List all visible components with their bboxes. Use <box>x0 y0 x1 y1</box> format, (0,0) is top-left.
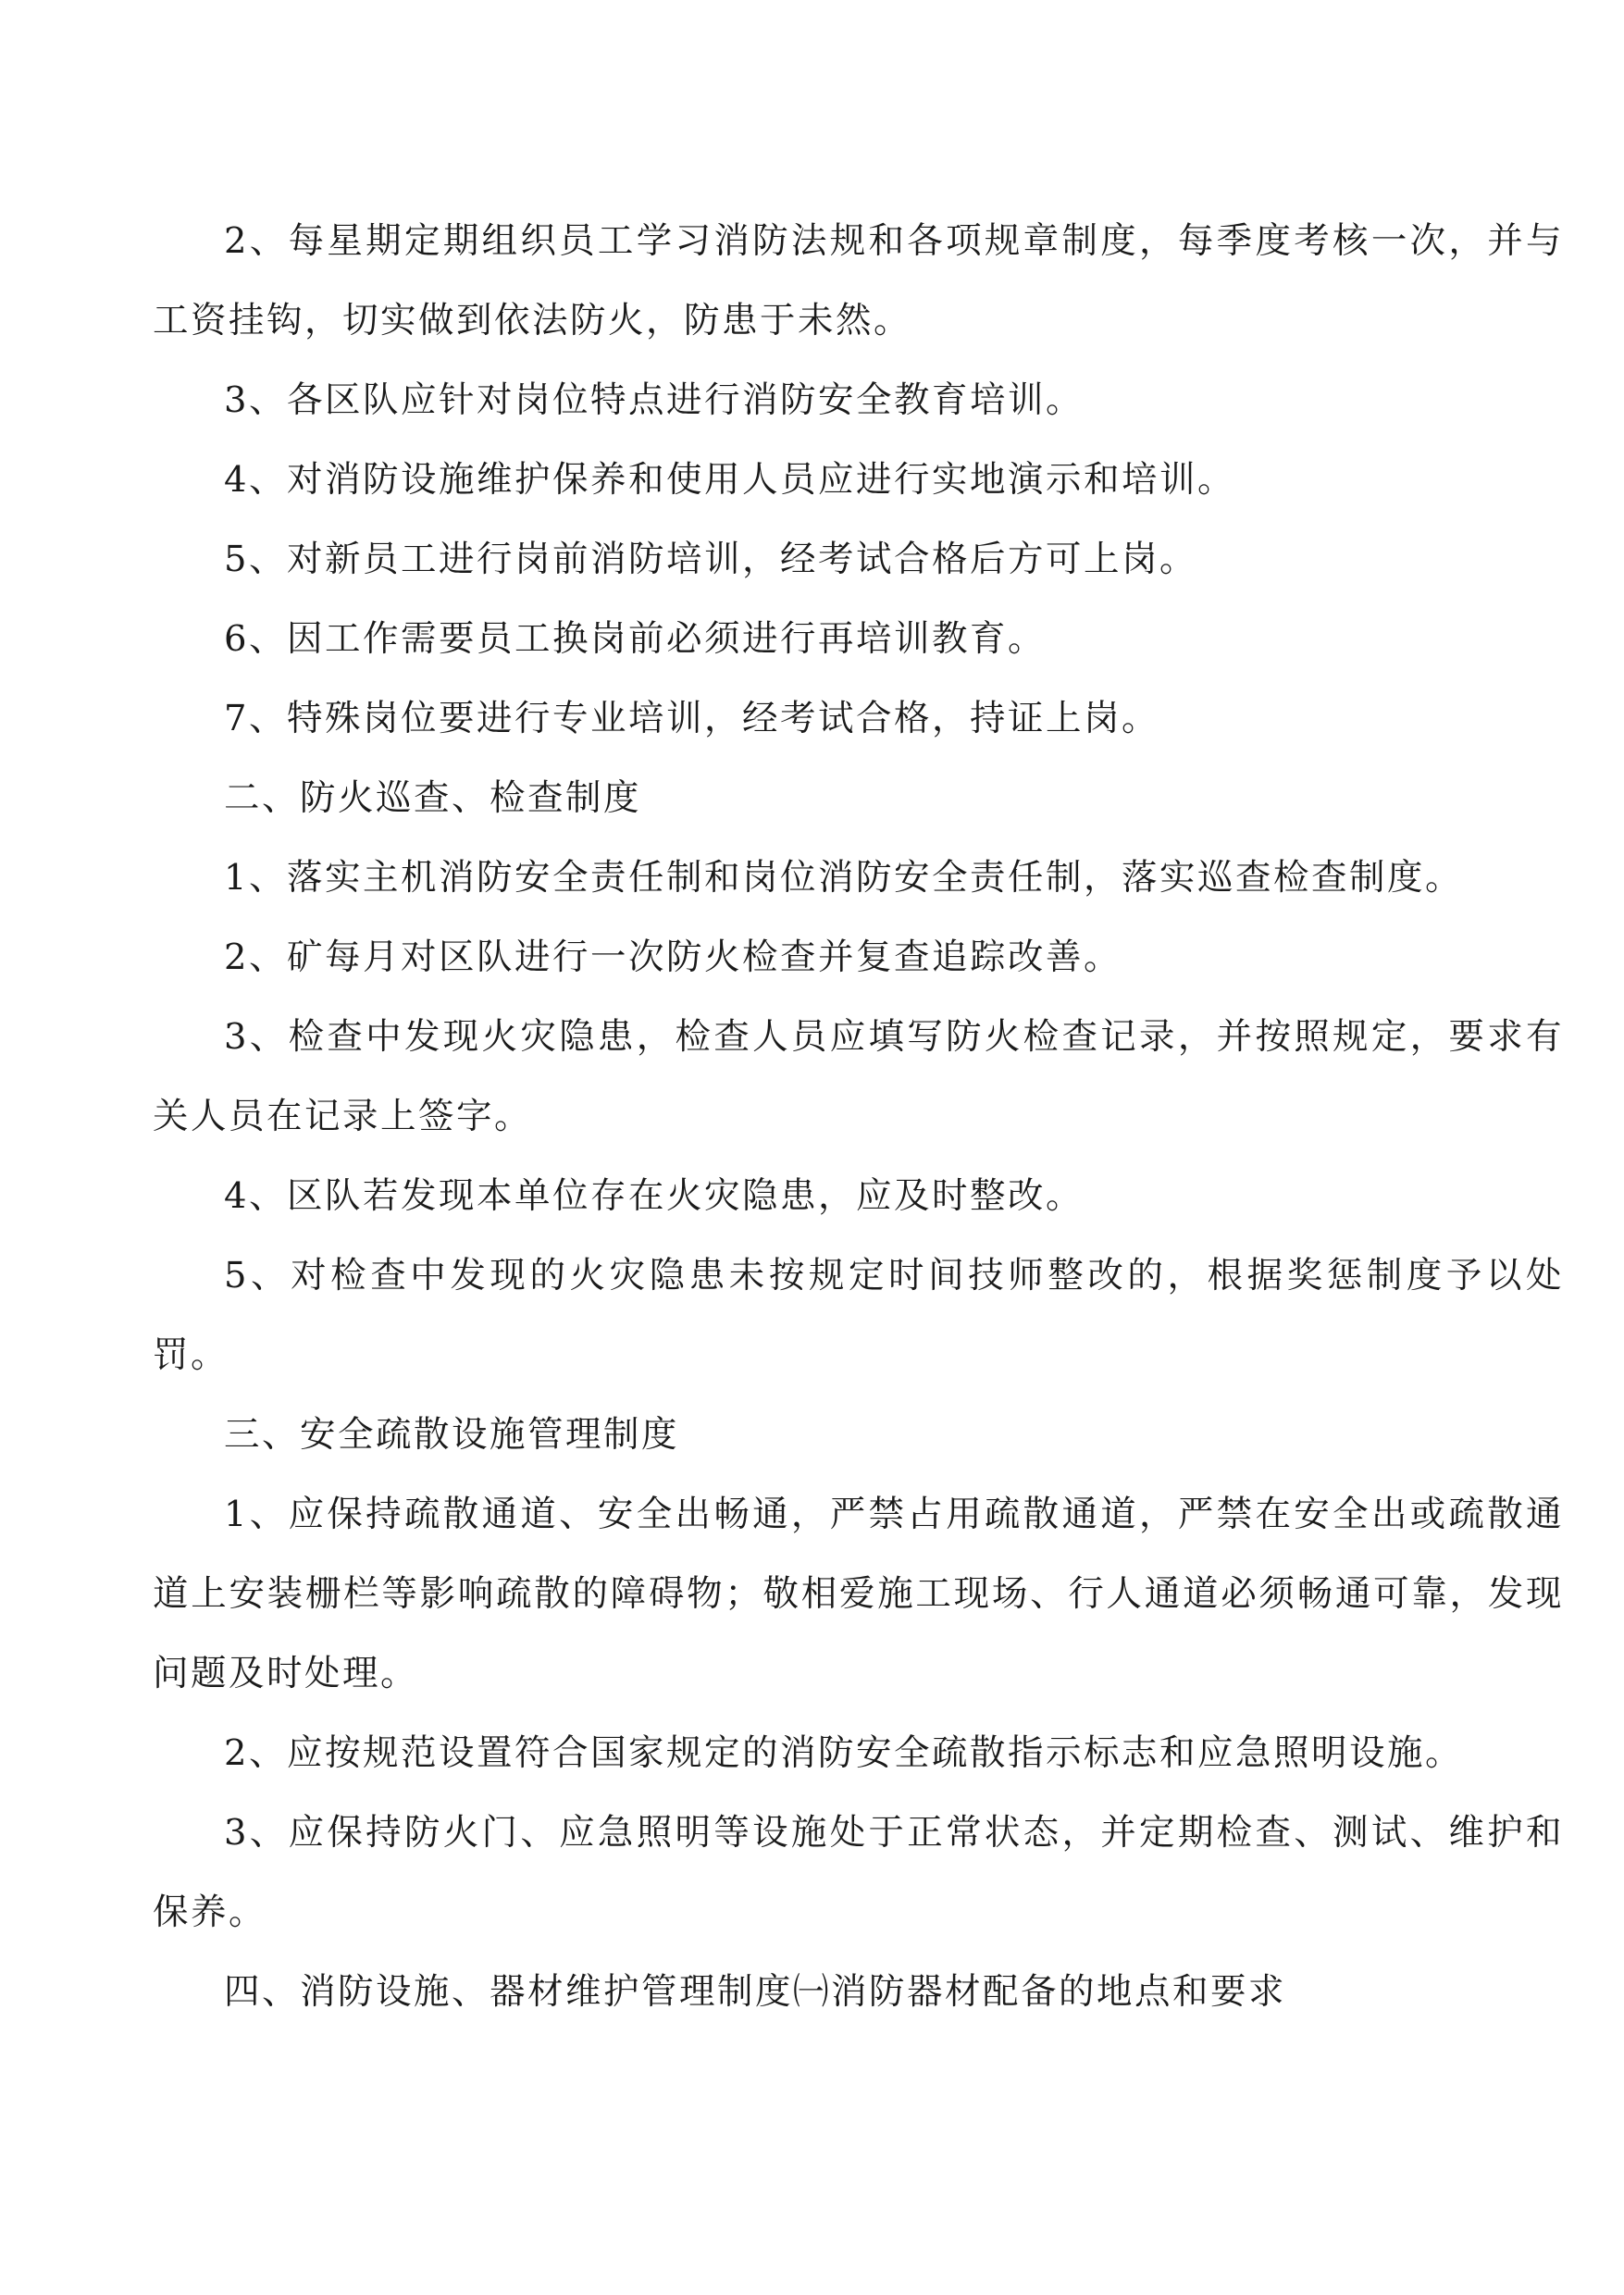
paragraph-inspection-item-5: 5、对检查中发现的火灾隐患未按规定时间技师整改的，根据奖惩制度予以处罚。 <box>153 1255 1564 1376</box>
section-heading-evacuation: 三、安全疏散设施管理制度 <box>224 1414 680 1456</box>
paragraph-inspection-item-3: 3、检查中发现火灾隐患，检查人员应填写防火检查记录，并按照规定，要求有关人员在记录上签字。 <box>153 1016 1564 1137</box>
section-heading-equipment: 四、消防设施、器材维护管理制度㈠消防器材配备的地点和要求 <box>224 1971 1287 2013</box>
paragraph-inspection-item-2: 2、矿每月对区队进行一次防火检查并复查追踪改善。 <box>224 937 1122 978</box>
paragraph-evacuation-item-3: 3、应保持防火门、应急照明等设施处于正常状态，并定期检查、测试、维护和保养。 <box>153 1812 1564 1933</box>
document-body <box>153 202 1564 2032</box>
paragraph-inspection-item-4: 4、区队若发现本单位存在火灾隐患，应及时整改。 <box>224 1175 1084 1217</box>
paragraph-training-item-4: 4、对消防设施维护保养和使用人员应进行实地演示和培训。 <box>224 459 1235 501</box>
section-heading-inspection: 二、防火巡查、检查制度 <box>224 777 642 819</box>
paragraph-inspection-item-1: 1、落实主机消防安全责任制和岗位消防安全责任制，落实巡查检查制度。 <box>224 857 1463 899</box>
paragraph-training-item-2: 2、每星期定期组织员工学习消防法规和各项规章制度，每季度考核一次，并与工资挂钩，切实做到依法防火，防患于未然。 <box>153 220 1564 341</box>
paragraph-training-item-6: 6、因工作需要员工换岗前必须进行再培训教育。 <box>224 618 1046 660</box>
paragraph-training-item-7: 7、特殊岗位要进行专业培训，经考试合格，持证上岗。 <box>224 698 1159 739</box>
paragraph-evacuation-item-2: 2、应按规范设置符合国家规定的消防安全疏散指示标志和应急照明设施。 <box>224 1732 1463 1774</box>
paragraph-training-item-5: 5、对新员工进行岗前消防培训，经考试合格后方可上岗。 <box>224 539 1197 580</box>
paragraph-evacuation-item-1: 1、应保持疏散通道、安全出畅通，严禁占用疏散通道，严禁在安全出或疏散通道上安装栅栏等影响疏散的障碍物；敬相爱施工现场、行人通道必须畅通可靠，发现问题及时处理。 <box>153 1494 1564 1694</box>
paragraph-training-item-3: 3、各区队应针对岗位特点进行消防安全教育培训。 <box>224 379 1084 421</box>
